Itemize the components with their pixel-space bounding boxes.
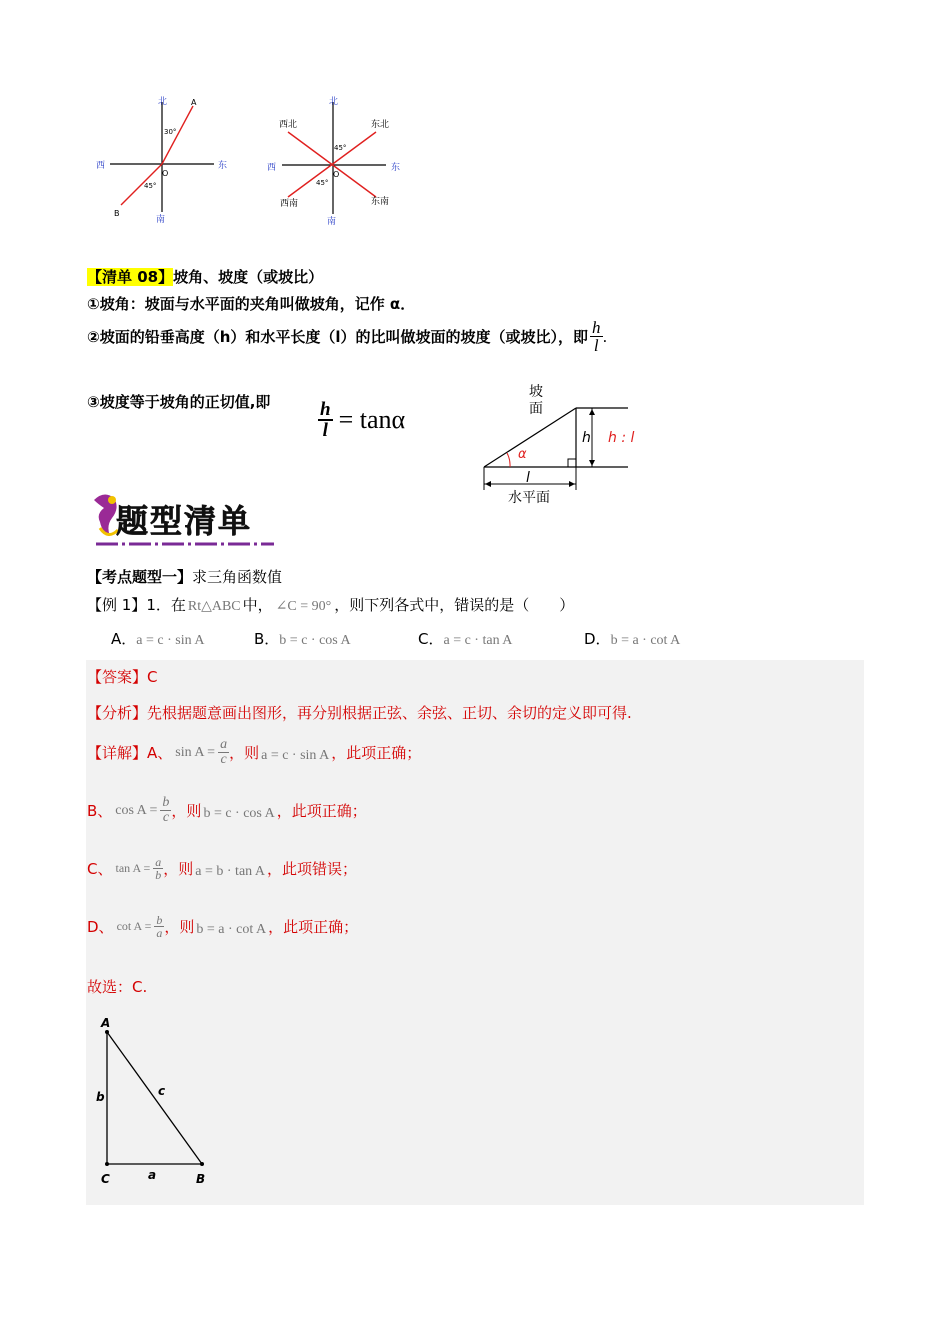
detail-fraction bbox=[153, 856, 163, 881]
option-letter: D． bbox=[584, 630, 611, 648]
detail-tag: 【详解】 bbox=[87, 744, 148, 762]
detail-line-d bbox=[87, 914, 358, 939]
detail-suffix: ，此项正确； bbox=[276, 802, 367, 820]
vertex-c-label: C bbox=[101, 1172, 110, 1186]
question-type-heading bbox=[87, 566, 282, 587]
side-a-label: a bbox=[148, 1168, 157, 1182]
section08-item2-text: ②坡面的铅垂高度（h）和水平长度（l）的比叫做坡面的坡度（或坡比），即 bbox=[87, 328, 589, 346]
detail-fraction bbox=[160, 796, 171, 825]
compass2-southeast: 东南 bbox=[371, 197, 390, 207]
detail-prefix: C、 bbox=[87, 860, 113, 878]
formula-numerator: h bbox=[320, 399, 331, 420]
section08-item2 bbox=[87, 319, 607, 354]
compass1-angle-top: 30° bbox=[164, 128, 177, 136]
vertex-b-label: B bbox=[196, 1172, 206, 1186]
section08-item3: ③坡度等于坡角的正切值,即 bbox=[87, 393, 271, 411]
option-a[interactable] bbox=[111, 628, 204, 649]
section08-heading bbox=[87, 266, 323, 287]
banner-title: 题型清单 bbox=[116, 502, 253, 540]
compass1-angle-bottom: 45° bbox=[144, 182, 157, 190]
compass2-west: 西 bbox=[267, 163, 277, 173]
formula-rhs: = tanα bbox=[338, 405, 406, 434]
option-c[interactable] bbox=[418, 628, 512, 649]
compass2-north: 北 bbox=[329, 97, 339, 107]
compass2-origin: O bbox=[333, 170, 340, 179]
compass-diagram-2 bbox=[264, 92, 412, 232]
option-letter: B． bbox=[254, 630, 280, 648]
fraction-denominator: l bbox=[593, 336, 599, 355]
stem-mid: 中， bbox=[242, 596, 273, 614]
analysis-text: 先根据题意画出图形，再分别根据正弦、余弦、正切、余切的定义即可得. bbox=[147, 704, 632, 722]
compass2-east: 东 bbox=[391, 163, 401, 173]
option-expr: a = c · tan A bbox=[443, 633, 513, 648]
detail-mid: ，则 bbox=[229, 744, 260, 762]
compass2-south: 南 bbox=[327, 217, 337, 227]
detail-mid: ，则 bbox=[164, 918, 195, 936]
section08-title: 坡角、坡度（或坡比） bbox=[173, 268, 324, 286]
analysis-tag: 【分析】 bbox=[87, 704, 148, 722]
option-expr: a = c · sin A bbox=[136, 633, 205, 648]
compass2-southwest: 西南 bbox=[280, 199, 299, 209]
example-tag: 【例 1】 bbox=[87, 596, 147, 614]
detail-fn: cos A = bbox=[115, 802, 158, 818]
detail-fraction bbox=[154, 914, 164, 939]
detail-expr: b = a · cot A bbox=[196, 921, 267, 937]
detail-prefix: B、 bbox=[87, 802, 113, 820]
formula-fraction bbox=[318, 400, 333, 440]
answer-line bbox=[87, 666, 158, 687]
frac-num: b bbox=[156, 913, 163, 927]
stem-suffix: ，则下列各式中，错误的是（ ） bbox=[334, 596, 575, 614]
detail-fraction bbox=[218, 738, 229, 767]
answer-tag: 【答案】 bbox=[87, 668, 148, 686]
detail-expr: a = b · tan A bbox=[195, 863, 265, 879]
side-c-label: c bbox=[158, 1084, 166, 1098]
compass2-angle-bottom: 45° bbox=[316, 179, 329, 187]
slope-ratio-label: h : l bbox=[608, 430, 635, 446]
section-banner bbox=[90, 488, 276, 552]
frac-num: a bbox=[220, 737, 228, 752]
frac-den: a bbox=[156, 926, 163, 940]
section08-item2-end: . bbox=[602, 327, 608, 346]
conclusion: 故选：C. bbox=[87, 978, 148, 996]
option-d[interactable] bbox=[584, 628, 680, 649]
stem-prefix: 1．在 bbox=[146, 596, 186, 614]
compass-diagram-1 bbox=[92, 92, 242, 227]
slope-label-2: 面 bbox=[529, 401, 543, 417]
slope-height-label: h bbox=[582, 430, 591, 446]
compass2-northwest: 西北 bbox=[279, 120, 298, 130]
detail-mid: ，则 bbox=[171, 802, 202, 820]
section08-tag: 【清单 08】 bbox=[87, 268, 174, 286]
compass1-origin: O bbox=[162, 169, 169, 178]
detail-prefix: A、 bbox=[147, 744, 173, 762]
fraction-numerator: h bbox=[592, 318, 601, 337]
detail-fn: tan A = bbox=[115, 861, 151, 875]
section08-item1: ①坡角：坡面与水平面的夹角叫做坡角，记作 α． bbox=[87, 295, 416, 313]
frac-num: a bbox=[155, 855, 162, 869]
compass1-point-b: B bbox=[114, 209, 120, 218]
detail-line-c bbox=[87, 856, 357, 881]
slope-diagram bbox=[470, 378, 640, 510]
right-triangle-diagram bbox=[90, 1012, 220, 1192]
detail-fn: cot A = bbox=[116, 919, 152, 933]
analysis-line bbox=[87, 702, 632, 723]
detail-suffix: ，此项正确； bbox=[268, 918, 359, 936]
option-expr: b = c · cos A bbox=[279, 633, 351, 648]
detail-prefix: D、 bbox=[87, 918, 114, 936]
question-type-tag: 【考点题型一】 bbox=[87, 568, 193, 586]
detail-suffix: ，此项正确； bbox=[331, 744, 422, 762]
detail-expr: a = c · sin A bbox=[261, 747, 330, 763]
detail-fn: sin A = bbox=[175, 744, 216, 760]
detail-suffix: ，此项错误； bbox=[267, 860, 358, 878]
detail-mid: ，则 bbox=[163, 860, 194, 878]
side-b-label: b bbox=[96, 1090, 105, 1104]
detail-line-a bbox=[87, 738, 421, 767]
detail-line-b bbox=[87, 796, 367, 825]
slope-base-label: 水平面 bbox=[508, 490, 550, 506]
compass1-east: 东 bbox=[218, 161, 228, 171]
question-stem bbox=[87, 594, 574, 615]
compass1-north: 北 bbox=[158, 97, 168, 107]
compass2-angle-top: 45° bbox=[334, 144, 347, 152]
detail-expr: b = c · cos A bbox=[203, 805, 275, 821]
answer-value: C bbox=[147, 668, 158, 686]
option-b[interactable] bbox=[254, 628, 351, 649]
vertex-a-label: A bbox=[101, 1016, 111, 1030]
frac-den: c bbox=[220, 752, 227, 767]
compass1-south: 南 bbox=[156, 215, 166, 225]
compass2-northeast: 东北 bbox=[371, 120, 390, 130]
question-type-title: 求三角函数值 bbox=[192, 568, 283, 586]
stem-triangle: Rt△ABC bbox=[187, 599, 241, 614]
slope-length-label: l bbox=[526, 470, 530, 486]
formula-denominator: l bbox=[322, 420, 328, 441]
section08-formula bbox=[318, 400, 405, 440]
section08-item2-fraction bbox=[590, 319, 603, 354]
slope-label-1: 坡 bbox=[529, 384, 543, 400]
frac-den: b bbox=[155, 868, 162, 882]
compass1-point-a: A bbox=[191, 98, 197, 107]
frac-den: c bbox=[162, 810, 170, 825]
compass1-west: 西 bbox=[96, 161, 106, 171]
stem-angle: ∠C = 90° bbox=[275, 599, 332, 614]
option-letter: C． bbox=[418, 630, 444, 648]
frac-num: b bbox=[162, 795, 170, 810]
slope-angle-label: α bbox=[518, 447, 527, 462]
option-letter: A． bbox=[111, 630, 137, 648]
option-expr: b = a · cot A bbox=[610, 633, 681, 648]
